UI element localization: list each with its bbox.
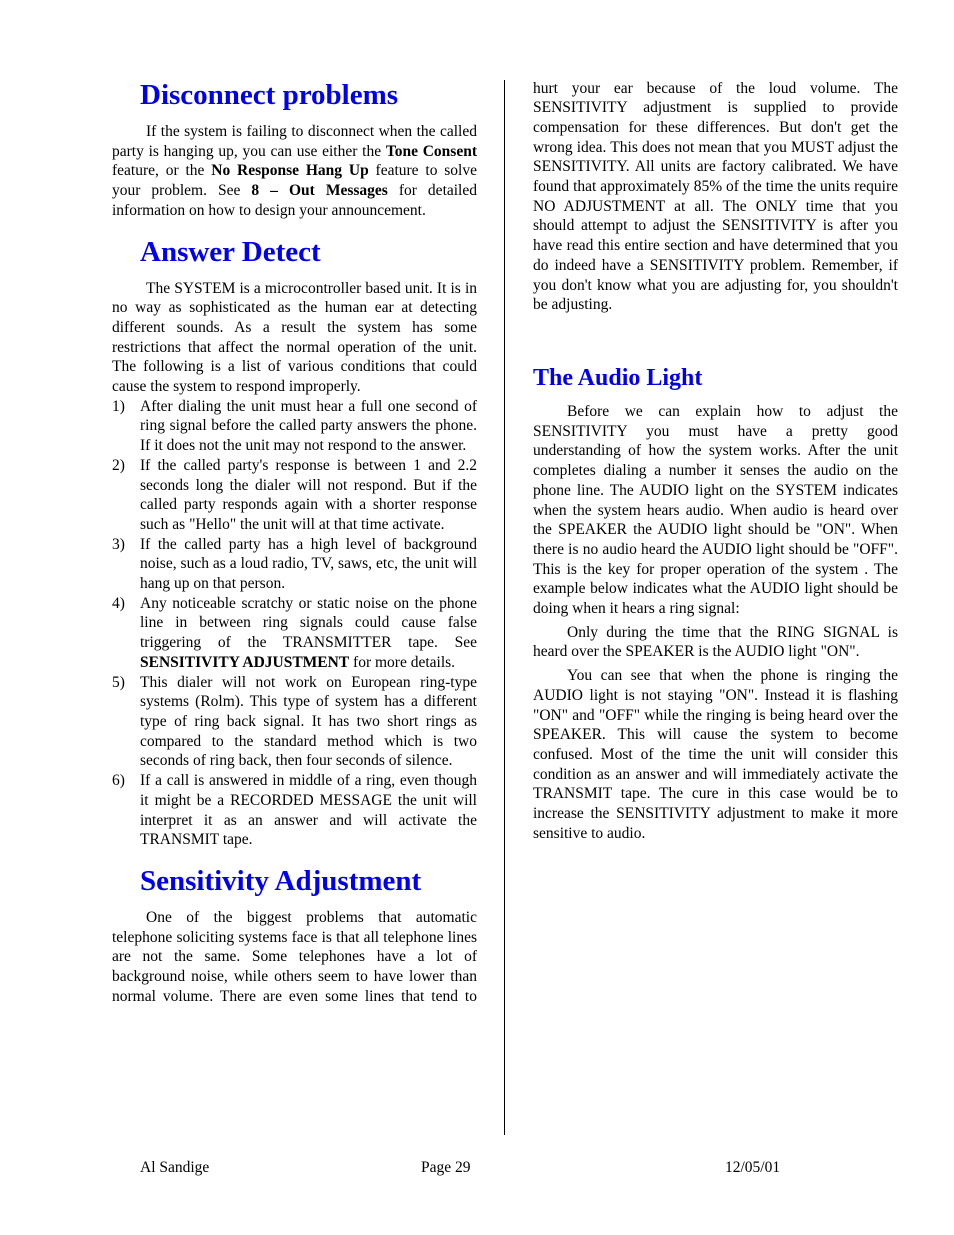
list-item: 2) If the called party's response is between 1 and 2.2 seconds long the dialer will not respond. But if the called party responds again with a shorter response such as "Hello" the unit will at that time activate.	[112, 456, 477, 533]
sensitivity-paragraph-continued: hurt your ear because of the loud volume. The SENSITIVITY adjustment is supplied to provide compensation for these differences. But don't get the wrong idea. This does not mean that you MUST adjust the SENSITIVITY. All units are factory calibrated. We have found that approximately 85% of the time the units require NO ADJUSTMENT at all. The ONLY time that you should attempt to adjust the SENSITIVITY is after you have read this entire section and have determined that you do indeed have a SENSITIVITY problem. Remember, if you don't know what you are adjusting for, you shouldn't be adjusting.	[533, 79, 898, 314]
disconnect-paragraph: If the system is failing to disconnect when the called party is hanging up, you can use either the Tone Consent feature, or the No Response Hang Up feature to solve your problem. See 8 – Out Messages for detailed information on how to design your announcement.	[112, 123, 477, 219]
sensitivity-paragraph-start: One of the biggest problems that automatic telephone soliciting systems face is that all telephone lines are not the same. Some telephones have a lot of background noise, while others seem to have lower than normal volume. There are even some lines that tend to	[112, 908, 477, 1005]
list-item: 1) After dialing the unit must hear a full one second of ring signal before the called party answers the phone. If it does not the unit may not respond to the answer.	[112, 397, 477, 455]
audio-light-paragraph-3: You can see that when the phone is ringing the AUDIO light is not staying "ON". Instead it is flashing "ON" and "OFF" while the ringing is being heard over the SPEAKER. This will cause the system to become confused. Most of the time the unit will consider this condition as an answer and will immediately activate the TRANSMIT tape. The cure in this case would be to increase the SENSITIVITY adjustment to make it more sensitive to audio.	[533, 667, 898, 842]
left-column	[112, 78, 477, 1006]
conditions-list	[112, 397, 477, 850]
answer-detect-intro: The SYSTEM is a microcontroller based unit. It is in no way as sophisticated as the human ear at detecting different sounds. As a result the system has some restrictions that affect the normal operation of the unit. The following is a list of various conditions that could cause the system to respond improperly.	[112, 279, 477, 396]
heading-answer-detect: Answer Detect	[140, 235, 321, 268]
audio-light-paragraph-1: Before we can explain how to adjust the SENSITIVITY you must have a pretty good understanding of how the system works. After the unit completes dialing a number it senses the audio on the phone line. The AUDIO light on the SYSTEM indicates when the system hears audio. When audio is heard over the SPEAKER the AUDIO light should be "ON". When there is no audio heard the AUDIO light should be "OFF". This is the key for proper operation of the system . The example below indicates what the AUDIO light should be doing when it hears a ring signal:	[533, 403, 898, 618]
list-item: 3) If the called party has a high level of background noise, such as a loud radio, TV, saws, etc, the unit will hang up on that person.	[112, 535, 477, 593]
heading-audio-light: The Audio Light	[533, 365, 703, 391]
audio-light-paragraph-2: Only during the time that the RING SIGNAL is heard over the SPEAKER is the AUDIO light "ON".	[533, 623, 898, 661]
footer-author: Al Sandige	[140, 1159, 210, 1176]
list-item: 5) This dialer will not work on European ring-type systems (Rolm). This type of system has a different type of ring back signal. It has two short rings as compared to the standard method which is two seconds of ring back, then four seconds of silence.	[112, 673, 477, 770]
list-item: 6) If a call is answered in middle of a ring, even though it might be a RECORDED MESSAGE the unit will interpret it as an answer and will activate the TRANSMIT tape.	[112, 772, 477, 849]
list-item: 4) Any noticeable scratchy or static noise on the phone line in between ring signals could cause false triggering of the TRANSMITTER tape. See SENSITIVITY ADJUSTMENT for more details.	[112, 594, 477, 671]
footer-page-number: Page 29	[421, 1159, 471, 1176]
column-divider	[504, 80, 505, 1135]
footer-date: 12/05/01	[725, 1159, 781, 1176]
heading-disconnect-problems: Disconnect problems	[140, 79, 399, 111]
right-column	[533, 78, 898, 843]
heading-sensitivity-adjustment: Sensitivity Adjustment	[140, 864, 422, 897]
